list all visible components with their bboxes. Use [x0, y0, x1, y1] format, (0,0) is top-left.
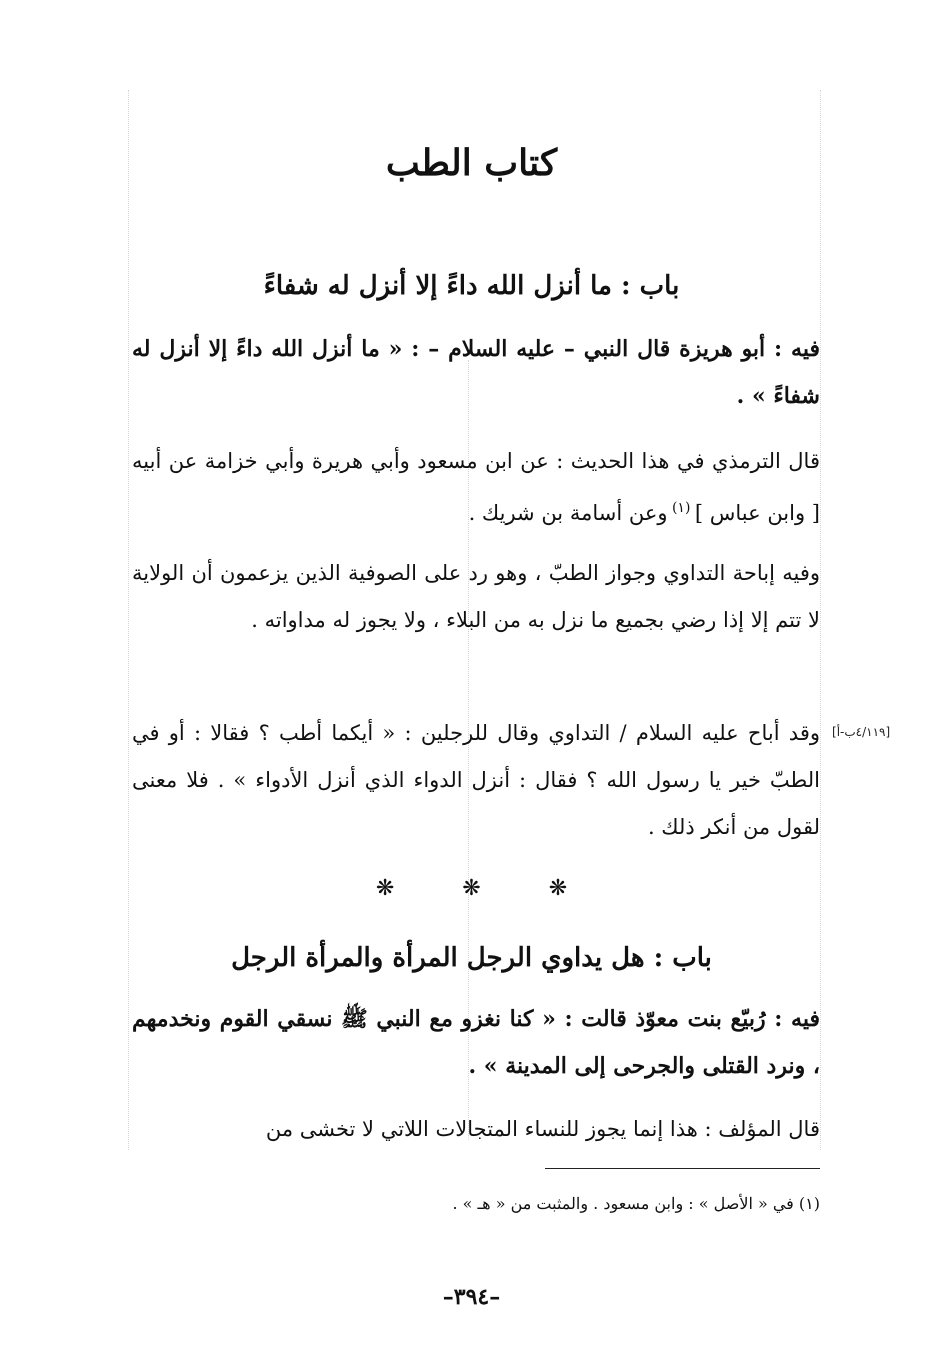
star-ornament-icon: ❋: [462, 876, 481, 901]
paragraph-tirmidhi-text: قال الترمذي في هذا الحديث : عن ابن مسعود وأبي هريرة وأبي خزامة عن أبيه [ وابن عباس ]: [132, 449, 820, 525]
scan-guide-line: [128, 90, 129, 1150]
book-title: كتاب الطب: [385, 142, 558, 184]
scan-guide-line: [820, 90, 821, 1150]
chapter-heading-1: باب : ما أنزل الله داءً إلا أنزل له شفاءً: [263, 271, 680, 301]
paragraph-tirmidhi: [132, 438, 820, 537]
paragraph-sufism: وفيه إباحة التداوي وجواز الطبّ ، وهو رد على الصوفية الذين يزعمون أن الولاية لا تتم إلا إذا رضي بجميع ما نزل به من البلاء ، ولا يجوز له مداواته .: [132, 561, 820, 632]
paragraph-tirmidhi-text-end: وعن أسامة بن شريك .: [468, 501, 668, 525]
chapter-heading-2: باب : هل يداوي الرجل المرأة والمرأة الرجل: [231, 943, 712, 973]
page-number: –٣٩٤–: [442, 1284, 501, 1310]
hadith-text-2: فيه : رُبيّع بنت معوّذ قالت : « كنا نغزو مع النبي ﷺ نسقي القوم ونخدمهم ، ونرد القتلى والجرحى إلى المدينة » .: [132, 1006, 820, 1079]
paragraph-author: قال المؤلف : هذا إنما يجوز للنساء المتجالات اللاتي لا تخشى من: [265, 1117, 820, 1141]
footnote-reference: (١): [667, 500, 695, 516]
hadith-text-1: فيه : أبو هريزة قال النبي – عليه السلام – : « ما أنزل الله داءً إلا أنزل له شفاءً » .: [132, 336, 820, 409]
footnote-divider: [545, 1168, 820, 1169]
section-separator: [0, 874, 943, 904]
star-ornament-icon: ❋: [548, 876, 568, 901]
manuscript-margin-reference: [٤/١١٩ب-أ]: [832, 725, 891, 739]
paragraph-permission: وقد أباح عليه السلام / التداوي وقال للرجلين : « أيكما أطب ؟ فقالا : أو في الطبّ خير يا رسول الله ؟ فقال : أنزل الدواء الذي أنزل الأدواء » . فلا معنى لقول من أنكر ذلك .: [132, 721, 820, 839]
star-ornament-icon: ❋: [375, 876, 395, 901]
footnote-text: (١) في « الأصل » : وابن مسعود . والمثبت من « هـ » .: [452, 1194, 820, 1213]
